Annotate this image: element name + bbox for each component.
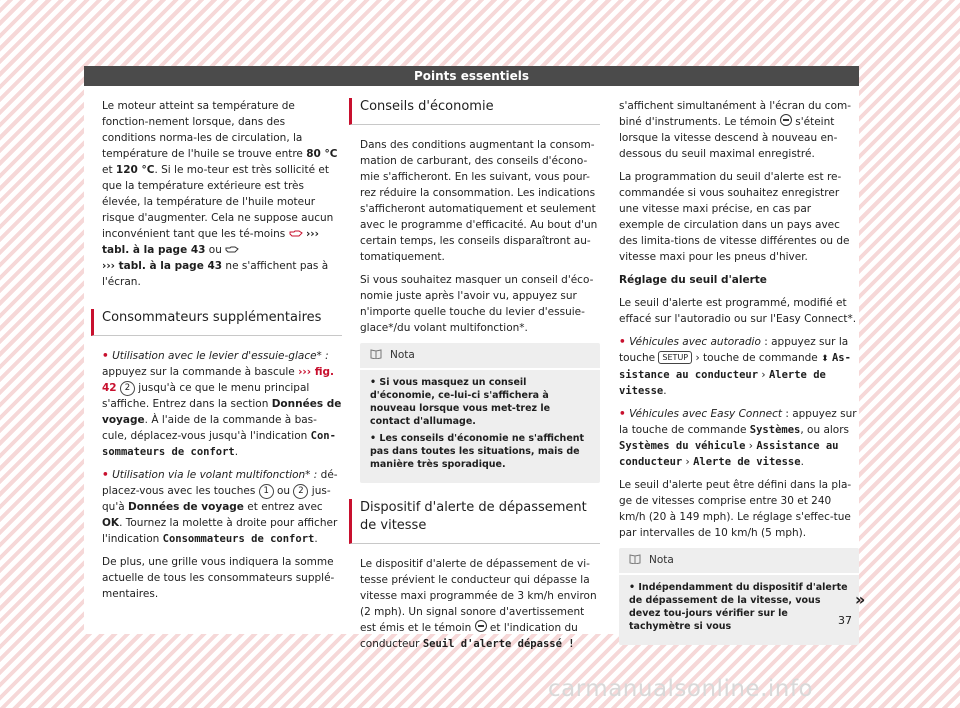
column-3 (619, 98, 859, 655)
continued-marker: » (855, 590, 866, 609)
table-link[interactable]: ››› tabl. à la page 43 (102, 260, 223, 272)
setup-key: SETUP (658, 351, 692, 364)
text: . Si le mo-teur est très sollicité et que la température extérieure est très élevée, la température de l'huile moteur risque d'augmenter. Cela ne suppose aucun inconvénient tant que les té-moins (102, 164, 334, 240)
separator: › (745, 440, 757, 452)
list-item (619, 406, 859, 470)
note-header (360, 349, 600, 370)
figure-link[interactable]: ››› fig. 42 (102, 366, 335, 394)
note-title: Nota (390, 349, 415, 361)
speed-alert-paragraph (360, 556, 600, 652)
display-label: Consommateurs de confort (162, 533, 315, 545)
info-book-icon (629, 554, 641, 564)
note-item: • Si vous masquez un conseil d'économie, ce-lui-ci s'affichera à nouveau lorsque vous met-trez le contact d'allumage. (370, 377, 551, 427)
text: et l'indication du conducteur (360, 622, 578, 650)
bullet-lead: Utilisation via le volant multifonction* : (112, 469, 318, 481)
note-text: Les conseils d'économie ne s'affichent pas dans toutes les situations, mais de manière très sporadique. (370, 433, 585, 470)
display-label: Systèmes du véhicule (619, 440, 746, 452)
text: s'éteint lorsque la vitesse descend à nouveau en-dessous du seuil maximal enregistré. (619, 116, 838, 160)
text: ou (273, 485, 294, 497)
watermark: carmanualsonline.info (548, 676, 814, 702)
oil-can-icon (225, 244, 239, 254)
page-header: Points essentiels (84, 66, 859, 86)
text: › touche de commande (692, 352, 822, 364)
note-item: • Indépendamment du dispositif d'alerte de dépassement de la vitesse, vous devez tou-jours vérifier sur le tachymètre si vous (629, 582, 848, 632)
list-item (102, 348, 342, 460)
speed-alert-continued (619, 98, 859, 162)
text: . (663, 385, 667, 397)
bullet-lead: Véhicules avec Easy Connect (629, 408, 782, 420)
text: : appuyez sur la touche (619, 336, 849, 364)
display-label: Seuil d'alerte dépassé ! (422, 638, 575, 650)
setting-paragraph: Le seuil d'alerte est programmé, modifié et effacé sur l'autoradio ou sur l'Easy Connect*. (619, 297, 857, 325)
text: Le dispositif d'alerte de dépassement de vi-tesse prévient le conducteur qui dépasse la vitesse maxi programmée de 3 km/h environ (2 mph). Un signal sonore d'avertissement est émis et le témoin (360, 558, 597, 634)
programming-paragraph: La programmation du seuil d'alerte est re-commandée si vous souhaitez enregistrer une vitesse maxi précise, en cas par exemple de circulation dans un pays avec des limita-tions de vitesse différentes ou de vitesse maxi pour les pneus d'hiver. (619, 171, 850, 263)
separator: › (758, 369, 769, 381)
speed-warning-icon (780, 114, 792, 126)
text: jusqu'à ce que le menu principal s'affiche. Entrez dans la section (102, 382, 310, 410)
subheading-alert-setting: Réglage du seuil d'alerte (619, 274, 767, 286)
note-box (619, 548, 859, 645)
display-label: Systèmes (749, 424, 801, 436)
text: ne s'affichent pas à l'écran. (102, 260, 329, 288)
display-label: Con-sommateurs de confort (102, 430, 336, 458)
callout-number: 2 (120, 381, 135, 396)
bullet-dot: • (102, 350, 109, 362)
callout-number: 1 (259, 484, 274, 499)
menu-label: Données de voyage (102, 398, 342, 426)
text: appuyez sur la commande à bascule (102, 366, 299, 378)
text: : appuyez sur la touche de commande (619, 408, 857, 436)
display-label: Alerte de vitesse (693, 456, 801, 468)
note-item: • Les conseils d'économie ne s'affichent pas dans toutes les situations, mais de manière très sporadique. (370, 433, 585, 470)
range-paragraph: Le seuil d'alerte peut être défini dans la pla-ge de vitesses comprise entre 30 et 240 km/h (20 à 149 mph). Le réglage s'effec-tue par intervalles de 10 km/h (5 mph). (619, 479, 852, 539)
text: et (102, 164, 116, 176)
table-link[interactable]: ››› tabl. à la page 43 (102, 228, 319, 256)
temp-value-max: 120 °C (115, 164, 155, 176)
bullet-lead: Utilisation avec le levier d'essuie-glace* : (112, 350, 329, 362)
section-title-speed-alert: Dispositif d'alerte de dépassement de vitesse (349, 499, 600, 544)
economy-paragraph-1: Dans des conditions augmentant la consom-mation de carburant, des conseils d'écono-mie s'afficheront. En les suivant, vous pour-rez réduire la consommation. Les indications s'afficheront automatiquement et seulement avec le programme d'efficacité. Au bout d'un certain temps, les conseils disparaîtront au-tomatiquement. (360, 139, 598, 263)
oil-temperature-paragraph (102, 98, 342, 290)
section-title-economy: Conseils d'économie (349, 98, 600, 125)
text: s'affichent simultanément à l'écran du com-biné d'instruments. Le témoin (619, 100, 852, 128)
note-header (619, 554, 859, 575)
text: . (234, 446, 239, 458)
speed-warning-icon (475, 620, 487, 632)
display-label: Assistance au conducteur (619, 440, 839, 468)
bullet-dot: • (102, 469, 109, 481)
info-book-icon (370, 349, 382, 359)
text: et entrez avec (243, 501, 323, 513)
text: . Tournez la molette à droite pour afficher l'indication (102, 517, 338, 545)
section-title-consumers: Consommateurs supplémentaires (91, 309, 342, 336)
oil-can-icon (289, 228, 303, 238)
text: , ou alors (800, 424, 850, 436)
text: . À l'aide de la commande à bas-cule, déplacez-vous jusqu'à l'indication (102, 414, 317, 442)
text: . (800, 456, 804, 468)
text: ou (205, 244, 226, 256)
column-2 (360, 98, 600, 659)
text: . (314, 533, 318, 545)
bullet-dot: • (619, 336, 626, 348)
column-1 (102, 98, 342, 609)
note-text: Indépendamment du dispositif d'alerte de dépassement de la vitesse, vous devez tou-jours vérifier sur le tachymètre si vous (629, 582, 848, 632)
note-text: Si vous masquez un conseil d'économie, ce-lui-ci s'affichera à nouveau lorsque vous met-trez le contact d'allumage. (370, 377, 551, 427)
text: Le moteur atteint sa température de fonction-nement lorsque, dans des conditions norma-les de circulation, la température de l'huile se trouve entre (102, 100, 307, 160)
text: dé-placez-vous avec les touches (102, 469, 338, 497)
bullet-dot: • (619, 408, 626, 420)
menu-label: Données de voyage (127, 501, 244, 513)
temp-value-min: 80 °C (306, 148, 338, 160)
note-title: Nota (649, 554, 674, 566)
page-number: 37 (838, 614, 852, 627)
economy-paragraph-2: Si vous souhaitez masquer un conseil d'éco-nomie juste après l'avoir vu, appuyez sur n'importe quelle touche du levier d'essuie-glace*/du volant multifonction*. (360, 274, 594, 334)
callout-number: 2 (293, 484, 308, 499)
note-box (360, 343, 600, 483)
list-item (102, 467, 342, 547)
display-label: Alerte de vitesse (619, 369, 826, 397)
display-label: As-sistance au conducteur (619, 352, 851, 381)
consumers-grid-paragraph: De plus, une grille vous indiquera la somme actuelle de tous les consommateurs supplé-mentaires. (102, 556, 335, 600)
separator: › (682, 456, 694, 468)
bullet-lead: Véhicules avec autoradio (629, 336, 761, 348)
up-down-arrows-icon: ⬍ (821, 354, 829, 364)
text: jus-qu'à (102, 485, 331, 513)
ok-label: OK (102, 517, 120, 529)
list-item (619, 334, 859, 399)
